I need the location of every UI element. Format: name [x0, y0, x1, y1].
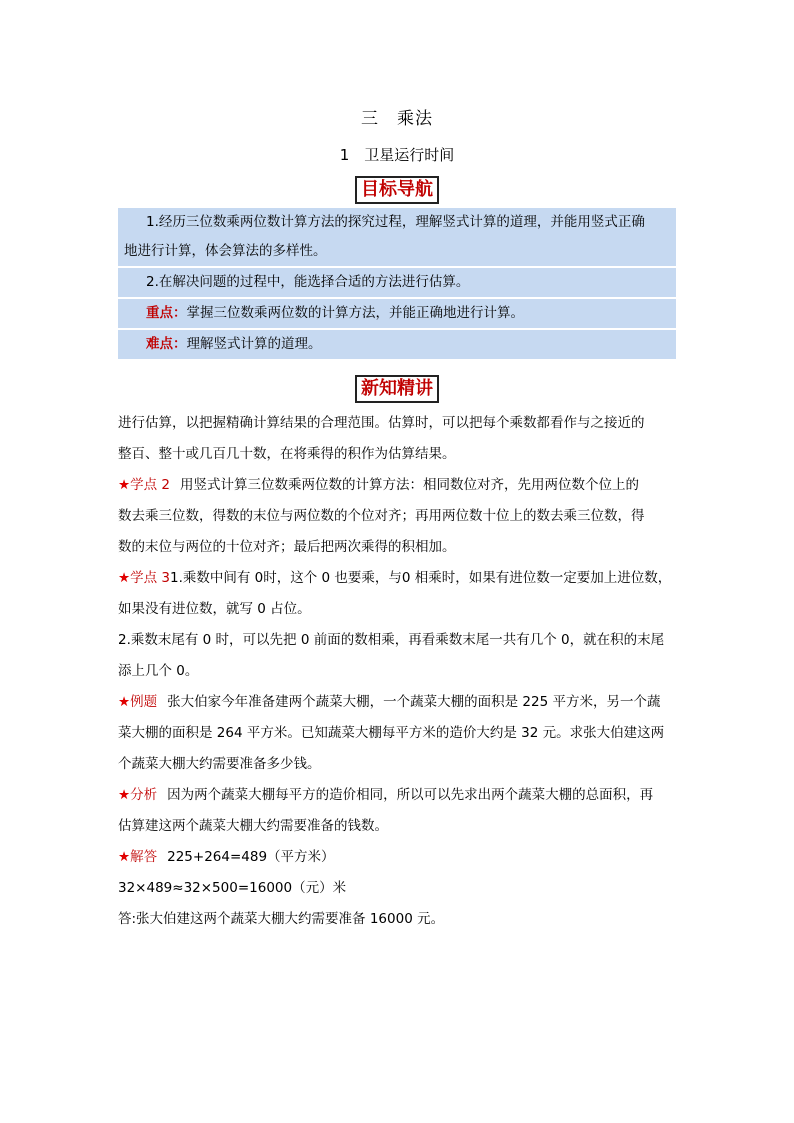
chapter-title: 三 乘法 — [361, 109, 433, 129]
section-heading-knowledge — [118, 375, 676, 403]
point-2-line-3: 数的末位与两位的十位对齐；最后把两次乘得的积相加。 — [118, 539, 456, 555]
intro-line-1: 进行估算，以把握精确计算结果的合理范围。估算时，可以把每个乘数都看作与之接近的 — [118, 415, 645, 431]
analysis-line-2: 估算建这两个蔬菜大棚大约需要准备的钱数。 — [118, 818, 388, 834]
answer-step-1: 225+264=489（平方米） — [167, 849, 335, 865]
difficult-text: 理解竖式计算的道理。 — [186, 336, 322, 352]
point-2-label: 学点 2 — [130, 477, 170, 493]
answer-conclusion: 答:张大伯建这两个蔬菜大棚大约需要准备 16000 元。 — [118, 911, 445, 927]
star-icon: ★ — [118, 849, 131, 865]
section-title-goals: 目标导航 — [355, 176, 439, 204]
star-icon: ★ — [118, 787, 131, 803]
point-3-text: 1.乘数中间有 0时，这个 0 也要乘，与0 相乘时，如果有进位数一定要加上进位数， — [170, 570, 672, 586]
answer-label: 解答 — [130, 849, 158, 865]
example-text: 张大伯家今年准备建两个蔬菜大棚，一个蔬菜大棚的面积是 225 平方米，另一个蔬 — [167, 694, 661, 710]
point-3-label: 学点 3 — [130, 570, 170, 586]
analysis — [118, 780, 676, 811]
answer — [118, 842, 676, 873]
example-line-2: 菜大棚的面积是 264 平方米。已知蔬菜大棚每平方米的造价大约是 32 元。求张大伯建这两 — [118, 725, 665, 741]
example — [118, 687, 676, 718]
goals-panel — [118, 208, 676, 361]
goal-2 — [118, 268, 676, 297]
analysis-label: 分析 — [130, 787, 158, 803]
goal-2-line: 2.在解决问题的过程中，能选择合适的方法进行估算。 — [146, 274, 470, 290]
example-line-3: 个蔬菜大棚大约需要准备多少钱。 — [118, 756, 321, 772]
point-3-line-2: 如果没有进位数，就写 0 占位。 — [118, 601, 311, 617]
knowledge-body — [118, 408, 676, 935]
difficult-label: 难点： — [146, 336, 187, 352]
star-icon: ★ — [118, 694, 131, 710]
point-3-line-3: 2.乘数末尾有 0 时，可以先把 0 前面的数相乘，再看乘数末尾一共有几个 0，就在积的末尾 — [118, 632, 665, 648]
point-3-line-4: 添上几个 0。 — [118, 663, 199, 679]
star-icon: ★ — [118, 477, 131, 493]
answer-step-2: 32×489≈32×500=16000（元）米 — [118, 880, 347, 896]
star-icon: ★ — [118, 570, 131, 586]
section-heading-goals — [118, 176, 676, 204]
lesson-title: 1 卫星运行时间 — [339, 146, 455, 164]
key-label: 重点： — [146, 305, 187, 321]
point-3 — [118, 563, 676, 594]
example-label: 例题 — [130, 694, 158, 710]
key-text: 掌握三位数乘两位数的计算方法，并能正确地进行计算。 — [186, 305, 524, 321]
point-2-line-2: 数去乘三位数，得数的末位与两位数的个位对齐；再用两位数十位上的数去乘三位数，得 — [118, 508, 645, 524]
section-title-knowledge: 新知精讲 — [355, 375, 439, 403]
intro-line-2: 整百、整十或几百几十数，在将乘得的积作为估算结果。 — [118, 446, 456, 462]
difficult-point — [118, 330, 676, 359]
point-2-text: 用竖式计算三位数乘两位数的计算方法：相同数位对齐，先用两位数个位上的 — [180, 477, 639, 493]
goal-1-line-1: 1.经历三位数乘两位数计算方法的探究过程，理解竖式计算的道理，并能用竖式正确 — [146, 214, 645, 230]
goal-1-line-2: 地进行计算，体会算法的多样性。 — [124, 243, 327, 259]
key-point — [118, 299, 676, 328]
goal-1 — [118, 208, 676, 266]
analysis-text: 因为两个蔬菜大棚每平方的造价相同，所以可以先求出两个蔬菜大棚的总面积，再 — [167, 787, 654, 803]
point-2 — [118, 470, 676, 501]
